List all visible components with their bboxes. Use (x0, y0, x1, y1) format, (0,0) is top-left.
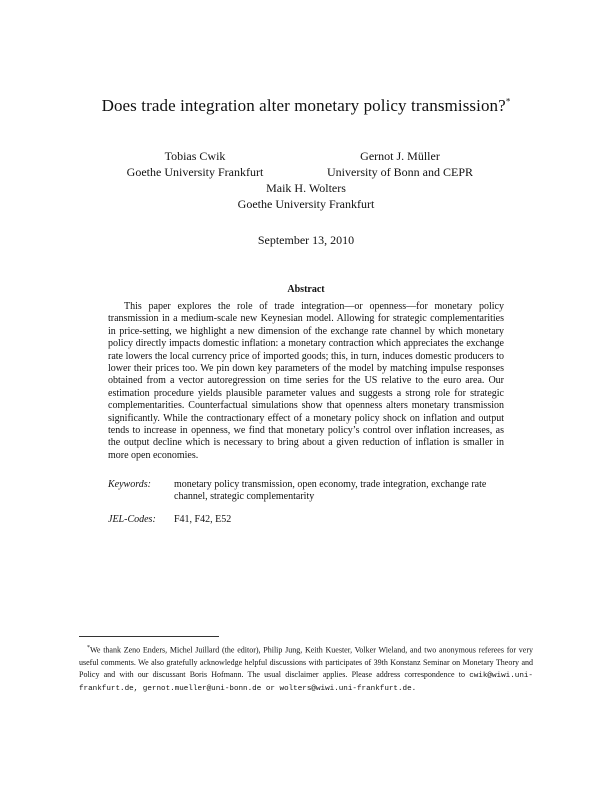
paper-title (0, 96, 612, 116)
title-text: Does trade integration alter monetary policy transmission? (101, 96, 506, 115)
author-name: Tobias Cwik (164, 149, 226, 163)
author-block (300, 148, 500, 180)
keywords-label: Keywords: (108, 479, 151, 490)
jel-codes-label: JEL-Codes: (108, 514, 156, 525)
footnote-rule (79, 636, 219, 637)
title-footnote-mark: * (505, 96, 511, 107)
jel-codes-value: F41, F42, E52 (174, 514, 232, 525)
author-block (206, 180, 406, 212)
abstract-text: This paper explores the role of trade integration—or openness—for monetary policy transmission in a medium-scale new Keynesian model. Allowing for strategic complementarities in price-setting, we highlight a new dimension of the exchange rate channel by which monetary policy directly impacts domestic inflation: a monetary contraction which appreciates the exchange rate lowers the local currency price of imported goods; this, in turn, induces domestic producers to lower their prices too. We pin down key parameters of the model by matching impulse responses obtained from a vector autoregression on time series for the US relative to the euro area. Our estimation procedure yields plausible parameter values and suggests a strong role for strategic complementarities. Counterfactual simulations show that openness alters monetary transmission significantly. While the contractionary effect of a monetary policy shock on inflation and output tends to increase in openness, we find that monetary policy’s control over inflation increases, as the output decline which is necessary to bring about a given reduction of inflation is smaller in more open economies. (108, 301, 504, 461)
footnote-text: We thank Zeno Enders, Michel Juillard (the editor), Philip Jung, Keith Kuester, Volker Wieland, and two anonymous referees for very useful comments. We also gratefully acknowledge helpful discussions with participates of 39th Konstanz Seminar on Monetary Theory and Policy and with our discussant Boris Hofmann. The usual disclaimer applies. Please address correspondence to (79, 645, 533, 680)
footnote-mark: * (87, 645, 90, 651)
author-affiliation: University of Bonn and CEPR (327, 165, 473, 179)
author-affiliation: Goethe University Frankfurt (126, 165, 264, 179)
author-name: Gernot J. Müller (360, 149, 440, 163)
keywords-value: monetary policy transmission, open economy, trade integration, exchange rate channel, strategic complementarity (174, 479, 487, 503)
footnote-emails[interactable]: cwik@wiwi.uni-frankfurt.de, gernot.mueller@uni-bonn.de or wolters@wiwi.uni-frankfurt.de. (79, 672, 533, 694)
abstract-heading: Abstract (287, 284, 325, 295)
footnote (79, 642, 533, 695)
author-affiliation: Goethe University Frankfurt (237, 197, 375, 211)
author-name: Maik H. Wolters (266, 181, 346, 195)
paper-date: September 13, 2010 (257, 233, 355, 247)
author-block (110, 148, 280, 180)
